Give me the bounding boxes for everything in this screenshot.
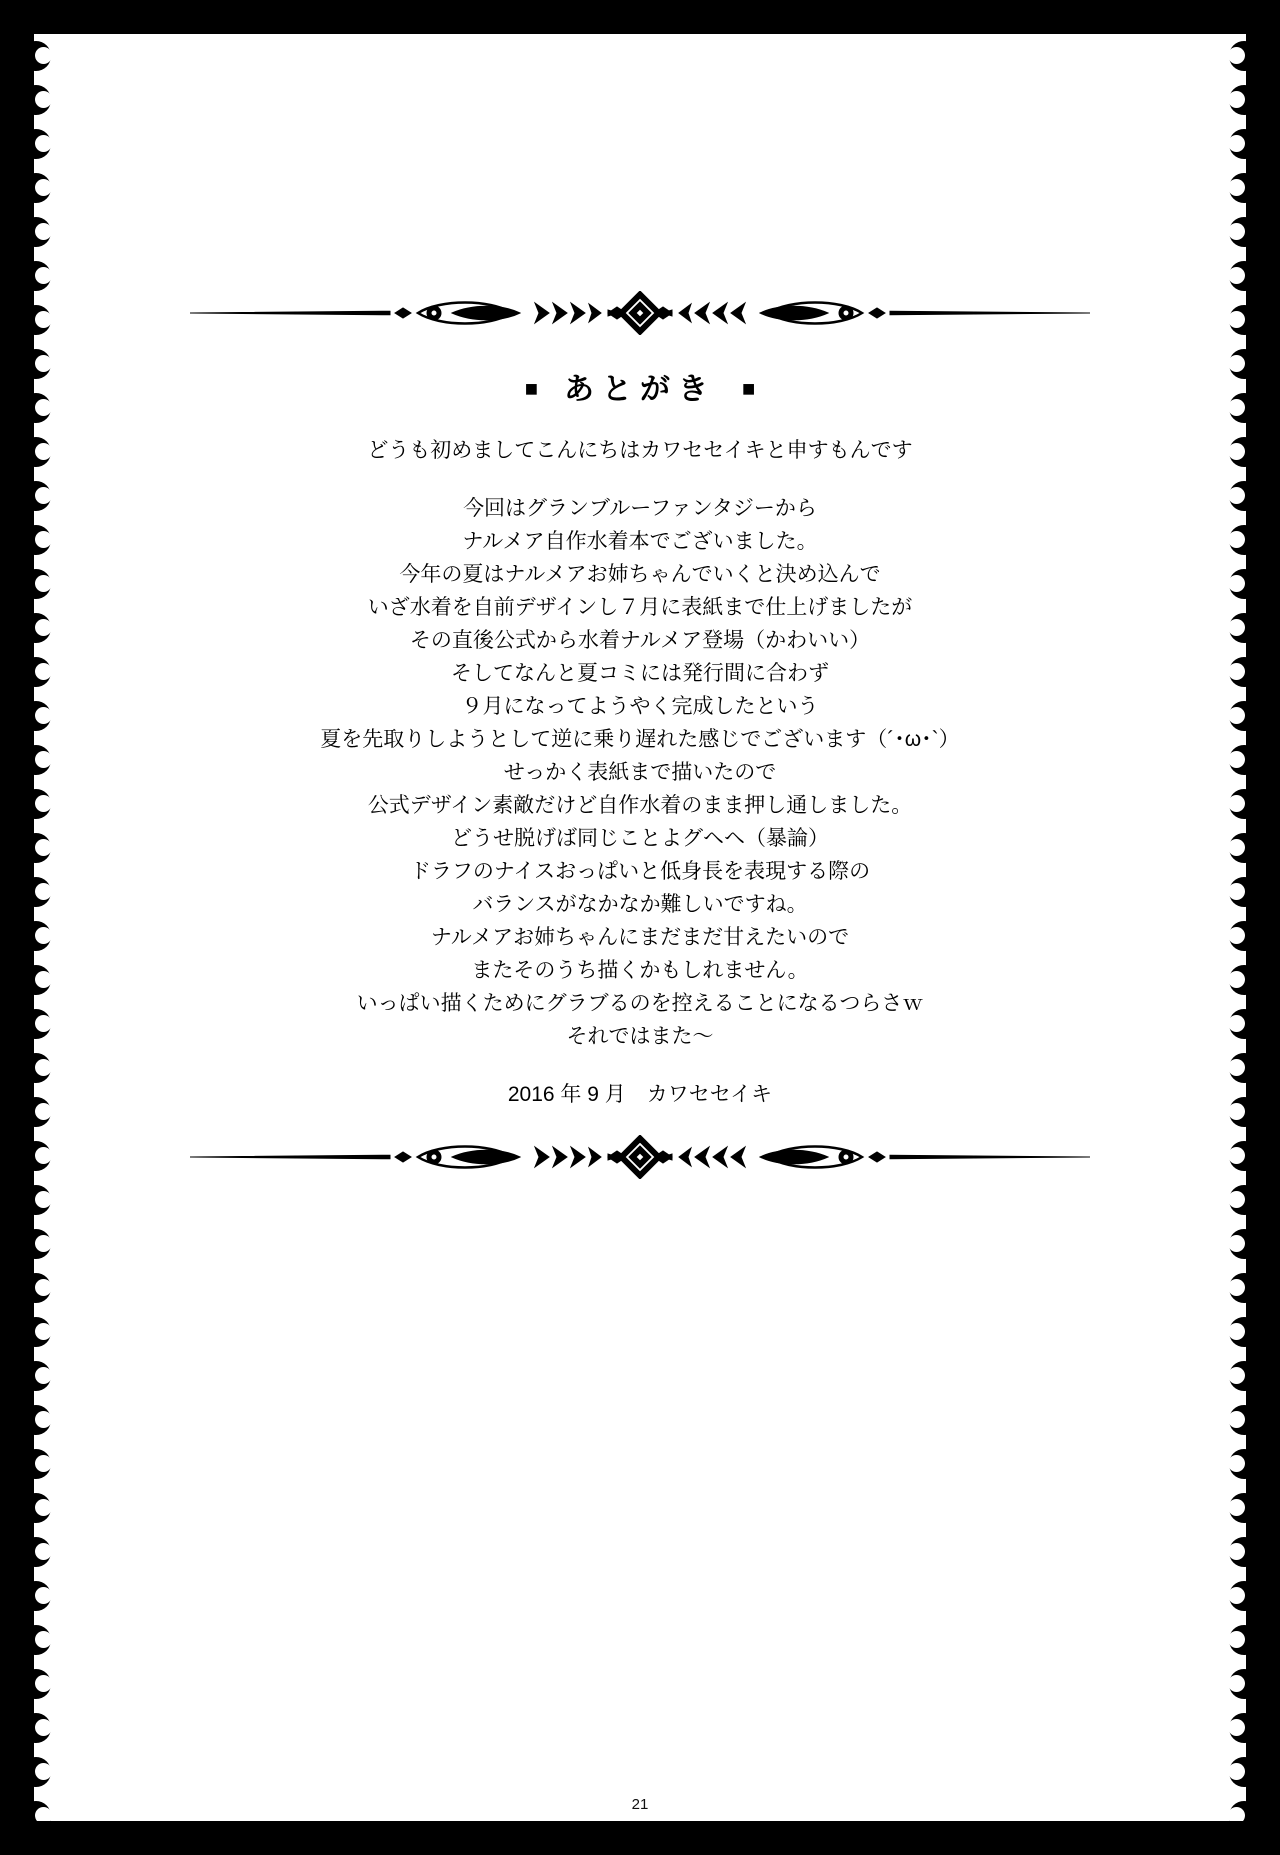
- text-line: それではまた～: [566, 1025, 714, 1048]
- lace-scallop-icon: [34, 826, 64, 870]
- lace-scallop-icon: [1216, 650, 1246, 694]
- text-line: どうせ脱げば同じことよグヘヘ（暴論）: [451, 827, 829, 850]
- lace-scallop-icon: [1216, 694, 1246, 738]
- text-line: 夏を先取りしようとして逆に乗り遅れた感じでございます（´･ω･`）: [320, 728, 960, 751]
- lace-scallop-icon: [1216, 1354, 1246, 1398]
- lace-scallop-icon: [34, 738, 64, 782]
- lace-scallop-icon: [1216, 606, 1246, 650]
- lace-scallop-icon: [1216, 958, 1246, 1002]
- text-line: そしてなんと夏コミには発行間に合わず: [451, 662, 829, 685]
- text-line: 2016 年 9 月 カワセセイキ: [507, 1083, 773, 1106]
- lace-scallop-icon: [1216, 1266, 1246, 1310]
- lace-scallop-icon: [34, 1046, 64, 1090]
- lace-scallop-icon: [34, 782, 64, 826]
- lace-scallop-icon: [34, 342, 64, 386]
- lace-scallop-icon: [34, 1618, 64, 1662]
- lace-scallop-icon: [34, 1706, 64, 1750]
- lace-scallop-icon: [1216, 474, 1246, 518]
- lace-scallop-icon: [34, 1310, 64, 1354]
- ornamental-divider-top-icon: [64, 290, 1216, 336]
- lace-scallop-icon: [1216, 166, 1246, 210]
- lace-border-right-icon: [1216, 34, 1246, 1821]
- text-line: その直後公式から水着ナルメア登場（かわいい）: [409, 629, 871, 652]
- text-line: せっかく表紙まで描いたので: [503, 761, 777, 784]
- lace-scallop-icon: [34, 1266, 64, 1310]
- page-title: [64, 364, 1216, 408]
- lace-scallop-icon: [1216, 430, 1246, 474]
- lace-border-left-icon: [34, 34, 64, 1821]
- lace-scallop-icon: [1216, 562, 1246, 606]
- lace-scallop-icon: [34, 122, 64, 166]
- lace-scallop-icon: [1216, 1486, 1246, 1530]
- lace-scallop-icon: [1216, 1398, 1246, 1442]
- lace-scallop-icon: [34, 1090, 64, 1134]
- lace-scallop-icon: [1216, 1794, 1246, 1821]
- paper-area: [34, 34, 1246, 1821]
- lace-scallop-icon: [34, 1222, 64, 1266]
- lace-scallop-icon: [1216, 1530, 1246, 1574]
- lace-scallop-icon: [34, 914, 64, 958]
- lace-scallop-icon: [1216, 518, 1246, 562]
- lace-scallop-icon: [1216, 1046, 1246, 1090]
- lace-scallop-icon: [1216, 1750, 1246, 1794]
- lace-scallop-icon: [34, 1574, 64, 1618]
- lace-scallop-icon: [34, 958, 64, 1002]
- lace-scallop-icon: [1216, 298, 1246, 342]
- lace-scallop-icon: [34, 210, 64, 254]
- afterword-paragraph-3: [64, 756, 1216, 1020]
- lace-scallop-icon: [1216, 1002, 1246, 1046]
- text-line: バランスがなかなか難しいですね。: [472, 893, 808, 916]
- text-line: どうも初めましてこんにちはカワセセイキと申すもんです: [367, 439, 913, 462]
- lace-scallop-icon: [1216, 386, 1246, 430]
- lace-scallop-icon: [34, 1750, 64, 1794]
- lace-scallop-icon: [1216, 870, 1246, 914]
- lace-scallop-icon: [34, 78, 64, 122]
- lace-scallop-icon: [34, 430, 64, 474]
- afterword-paragraph-2: [64, 492, 1216, 756]
- lace-scallop-icon: [1216, 1706, 1246, 1750]
- lace-scallop-icon: [1216, 1310, 1246, 1354]
- lace-scallop-icon: [1216, 782, 1246, 826]
- lace-scallop-icon: [34, 1530, 64, 1574]
- lace-scallop-icon: [1216, 34, 1246, 78]
- text-line: ナルメア自作水着本でございました。: [462, 530, 818, 553]
- lace-scallop-icon: [34, 1354, 64, 1398]
- heading-title-text: あとがき: [564, 373, 716, 406]
- text-line: ナルメアお姉ちゃんにまだまだ甘えたいので: [430, 926, 850, 949]
- afterword-closing: [64, 1020, 1216, 1053]
- lace-scallop-icon: [34, 1178, 64, 1222]
- lace-scallop-icon: [1216, 738, 1246, 782]
- lace-scallop-icon: [1216, 826, 1246, 870]
- lace-scallop-icon: [1216, 1618, 1246, 1662]
- text-line: 公式デザイン素敵だけど自作水着のまま押し通しました。: [367, 794, 913, 817]
- lace-scallop-icon: [1216, 254, 1246, 298]
- page-number: 21: [631, 1796, 649, 1813]
- text-line: 今年の夏はナルメアお姉ちゃんでいくと決め込んで: [399, 563, 881, 586]
- lace-scallop-icon: [34, 386, 64, 430]
- lace-scallop-icon: [1216, 122, 1246, 166]
- lace-scallop-icon: [34, 1134, 64, 1178]
- text-line: またそのうち描くかもしれません。: [471, 959, 809, 982]
- lace-scallop-icon: [1216, 1574, 1246, 1618]
- lace-scallop-icon: [34, 870, 64, 914]
- lace-scallop-icon: [1216, 78, 1246, 122]
- ornamental-divider-bottom-icon: [64, 1134, 1216, 1180]
- lace-scallop-icon: [1216, 1178, 1246, 1222]
- lace-scallop-icon: [1216, 1090, 1246, 1134]
- heading-right-mark: ■: [742, 376, 756, 401]
- lace-scallop-icon: [34, 1002, 64, 1046]
- lace-scallop-icon: [1216, 210, 1246, 254]
- lace-scallop-icon: [34, 298, 64, 342]
- page-content: [64, 34, 1216, 1821]
- lace-scallop-icon: [1216, 342, 1246, 386]
- lace-scallop-icon: [34, 1794, 64, 1821]
- lace-scallop-icon: [1216, 1134, 1246, 1178]
- lace-scallop-icon: [34, 474, 64, 518]
- text-line: ９月になってようやく完成したという: [461, 695, 819, 718]
- text-line: いざ水着を自前デザインし７月に表紙まで仕上げましたが: [367, 596, 913, 619]
- lace-scallop-icon: [34, 1662, 64, 1706]
- text-line: 今回はグランブルーファンタジーから: [463, 497, 817, 520]
- text-line: いっぱい描くためにグラブるのを控えることになるつらさｗ: [356, 992, 924, 1015]
- lace-scallop-icon: [34, 1398, 64, 1442]
- lace-scallop-icon: [34, 1442, 64, 1486]
- afterword-paragraph-1: [64, 434, 1216, 467]
- lace-scallop-icon: [34, 1486, 64, 1530]
- lace-scallop-icon: [34, 650, 64, 694]
- text-line: ドラフのナイスおっぱいと低身長を表現する際の: [409, 860, 871, 883]
- lace-scallop-icon: [34, 34, 64, 78]
- lace-scallop-icon: [34, 606, 64, 650]
- lace-scallop-icon: [34, 694, 64, 738]
- afterword-signature: [64, 1078, 1216, 1111]
- heading-left-mark: ■: [524, 376, 538, 401]
- lace-scallop-icon: [34, 254, 64, 298]
- lace-scallop-icon: [1216, 1222, 1246, 1266]
- lace-scallop-icon: [34, 166, 64, 210]
- lace-scallop-icon: [34, 562, 64, 606]
- lace-scallop-icon: [1216, 1442, 1246, 1486]
- lace-scallop-icon: [1216, 914, 1246, 958]
- lace-scallop-icon: [34, 518, 64, 562]
- lace-scallop-icon: [1216, 1662, 1246, 1706]
